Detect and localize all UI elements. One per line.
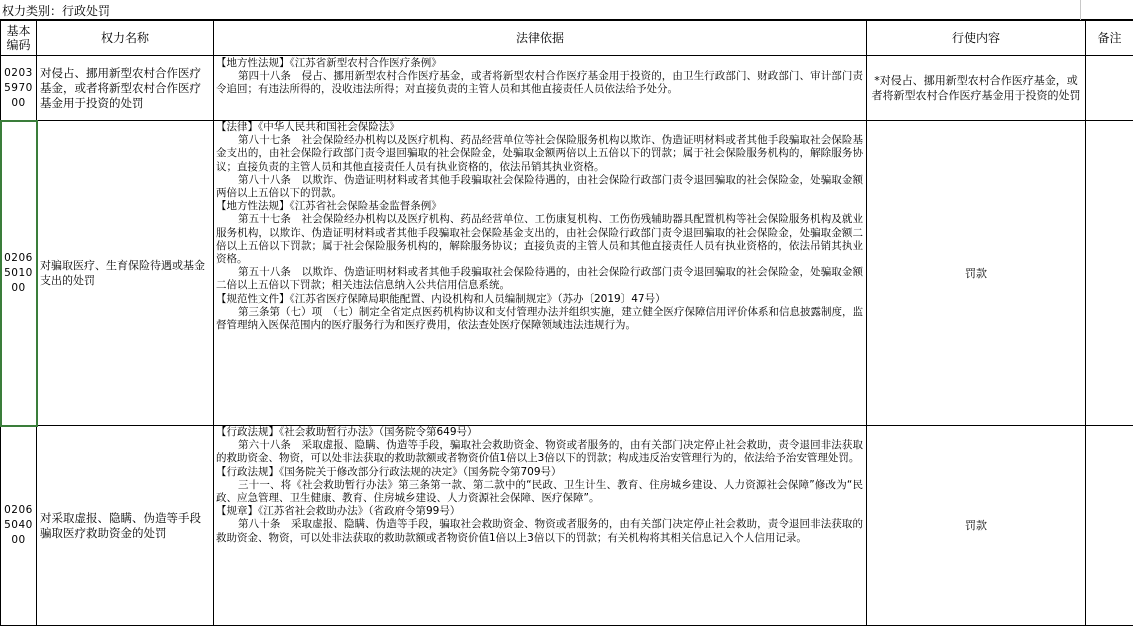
power-name-cell[interactable]: 对侵占、挪用新型农村合作医疗基金，或者将新型农村合作医疗基金用于投资的处罚 <box>37 56 214 121</box>
basis-paragraph: 第三条第（七）项 （七）制定全省定点医药机构协议和支付管理办法并组织实施，建立健全医疗保障信用评价体系和信息披露制度，监督管理纳入医保范围内的医疗服务行为和医疗费用，依法查处医疗保障领域违法违规行为。 <box>216 305 863 332</box>
header-remark[interactable]: 备注 <box>1086 21 1133 56</box>
category-label: 权力类别：行政处罚 <box>2 4 111 18</box>
basis-heading: 【规章】《江苏省社会救助办法》（省政府令第99号） <box>216 505 461 518</box>
column-divider <box>1080 0 1081 20</box>
code-line: 5040 <box>4 519 33 531</box>
basis-paragraph: 第四十八条 侵占、挪用新型农村合作医疗基金，或者将新型农村合作医疗基金用于投资的，由卫生行政部门、财政部门、审计部门责令追回；有违法所得的，没收违法所得；对直接负责的主管人员和其他直接责任人员依法给予处分。 <box>216 70 863 96</box>
power-name-cell[interactable]: 对骗取医疗、生育保险待遇或基金支出的处罚 <box>37 121 214 426</box>
code-cell[interactable] <box>1 121 37 426</box>
power-list-table <box>0 20 1133 626</box>
basis-heading: 【规范性文件】《江苏省医疗保障局职能配置、内设机构和人员编制规定》（苏办〔2019〕47号） <box>216 292 666 305</box>
content-cell[interactable]: 罚款 <box>867 121 1086 426</box>
header-basis[interactable]: 法律依据 <box>214 21 867 56</box>
code-cell[interactable] <box>1 56 37 121</box>
code-line: 5970 <box>4 81 33 94</box>
header-row <box>1 21 1133 56</box>
basis-heading: 【地方性法规】《江苏省社会保险基金监督条例》 <box>216 200 442 213</box>
remark-cell[interactable] <box>1086 56 1133 121</box>
basis-heading: 【地方性法规】《江苏省新型农村合作医疗条例》 <box>216 57 442 69</box>
remark-cell[interactable] <box>1086 121 1133 426</box>
header-code[interactable]: 基本编码 <box>1 21 37 56</box>
code-line: 00 <box>11 281 26 294</box>
code-line: 00 <box>11 96 26 109</box>
power-name-cell[interactable]: 对采取虚报、隐瞒、伪造等手段骗取医疗救助资金的处罚 <box>37 426 214 626</box>
code-line: 0206 <box>4 251 33 264</box>
basis-paragraph: 第六十八条 采取虚报、隐瞒、伪造等手段，骗取社会救助资金、物资或者服务的，由有关部门决定停止社会救助，责令退回非法获取的救助资金、物资，可以处非法获取的救助款额或者物资价值1倍以上3倍以下的罚款；构成违反治安管理行为的，依法给予治安管理处罚。 <box>216 439 863 465</box>
basis-paragraph: 三十一、将《社会救助暂行办法》第三条第一款、第二款中的“民政、卫生计生、教育、住房城乡建设、人力资源社会保障”修改为“民政、应急管理、卫生健康、教育、住房城乡建设、人力资源社会保障、医疗保障”。 <box>216 478 863 505</box>
content-cell[interactable]: *对侵占、挪用新型农村合作医疗基金，或者将新型农村合作医疗基金用于投资的处罚 <box>867 56 1086 121</box>
basis-heading: 【法律】《中华人民共和国社会保险法》 <box>216 121 400 133</box>
basis-paragraph: 第五十八条 以欺诈、伪造证明材料或者其他手段骗取社会保险待遇的，由社会保险行政部门责令退回骗取的社会保险金，处骗取金额二倍以上五倍以下罚款；相关违法信息纳入公共信用信息系统。 <box>216 266 863 292</box>
table-row <box>1 56 1133 121</box>
table-row <box>1 121 1133 426</box>
header-content[interactable]: 行使内容 <box>867 21 1086 56</box>
basis-paragraph: 第八十七条 社会保险经办机构以及医疗机构、药品经营单位等社会保险服务机构以欺诈、伪造证明材料或者其他手段骗取社会保险基金支出的，由社会保险行政部门责令退回骗取的社会保险金，处骗取金额两倍以上五倍以下的罚款；属于社会保险服务机构的，解除服务协议；直接负责的主管人员和其他直接责任人员有执业资格的，依法吊销其执业资格。 <box>216 134 863 173</box>
code-line: 0206 <box>4 504 33 516</box>
category-bar <box>0 0 1133 20</box>
legal-basis-cell[interactable] <box>214 56 867 121</box>
content-cell[interactable]: 罚款 <box>867 426 1086 626</box>
code-line: 5010 <box>4 266 33 279</box>
basis-heading: 【行政法规】《国务院关于修改部分行政法规的决定》（国务院令第709号） <box>216 465 562 478</box>
basis-paragraph: 第八十条 采取虚报、隐瞒、伪造等手段，骗取社会救助资金、物资或者服务的，由有关部门决定停止社会救助，责令退回非法获取的救助资金、物资，可以处非法获取的救助款额或者物资价值1倍以上3倍以下的罚款；有关机构将其相关信息记入个人信用记录。 <box>216 518 863 544</box>
legal-basis-cell[interactable] <box>214 121 867 426</box>
code-line: 00 <box>11 534 26 546</box>
table-row <box>1 426 1133 626</box>
remark-cell[interactable] <box>1086 426 1133 626</box>
code-line: 0203 <box>4 66 33 79</box>
basis-heading: 【行政法规】《社会救助暂行办法》（国务院令第649号） <box>216 426 478 438</box>
basis-paragraph: 第八十八条 以欺诈、伪造证明材料或者其他手段骗取社会保险待遇的，由社会保险行政部门责令退回骗取的社会保险金，处骗取金额两倍以上五倍以下的罚款。 <box>216 173 863 200</box>
legal-basis-cell[interactable] <box>214 426 867 626</box>
header-name[interactable]: 权力名称 <box>37 21 214 56</box>
code-cell[interactable] <box>1 426 37 626</box>
basis-paragraph: 第五十七条 社会保险经办机构以及医疗机构、药品经营单位、工伤康复机构、工伤伤残辅助器具配置机构等社会保险服务机构及就业服务机构，以欺诈、伪造证明材料或者其他手段骗取社会保险基金支出的，由社会保险行政部门责令退回骗取的社会保险金，处骗取金额二倍以上五倍以下罚款；属于社会保险服务机构的，解除服务协议；直接负责的主管人员和其他直接责任人员有执业资格的，依法吊销其执业资格。 <box>216 213 863 266</box>
